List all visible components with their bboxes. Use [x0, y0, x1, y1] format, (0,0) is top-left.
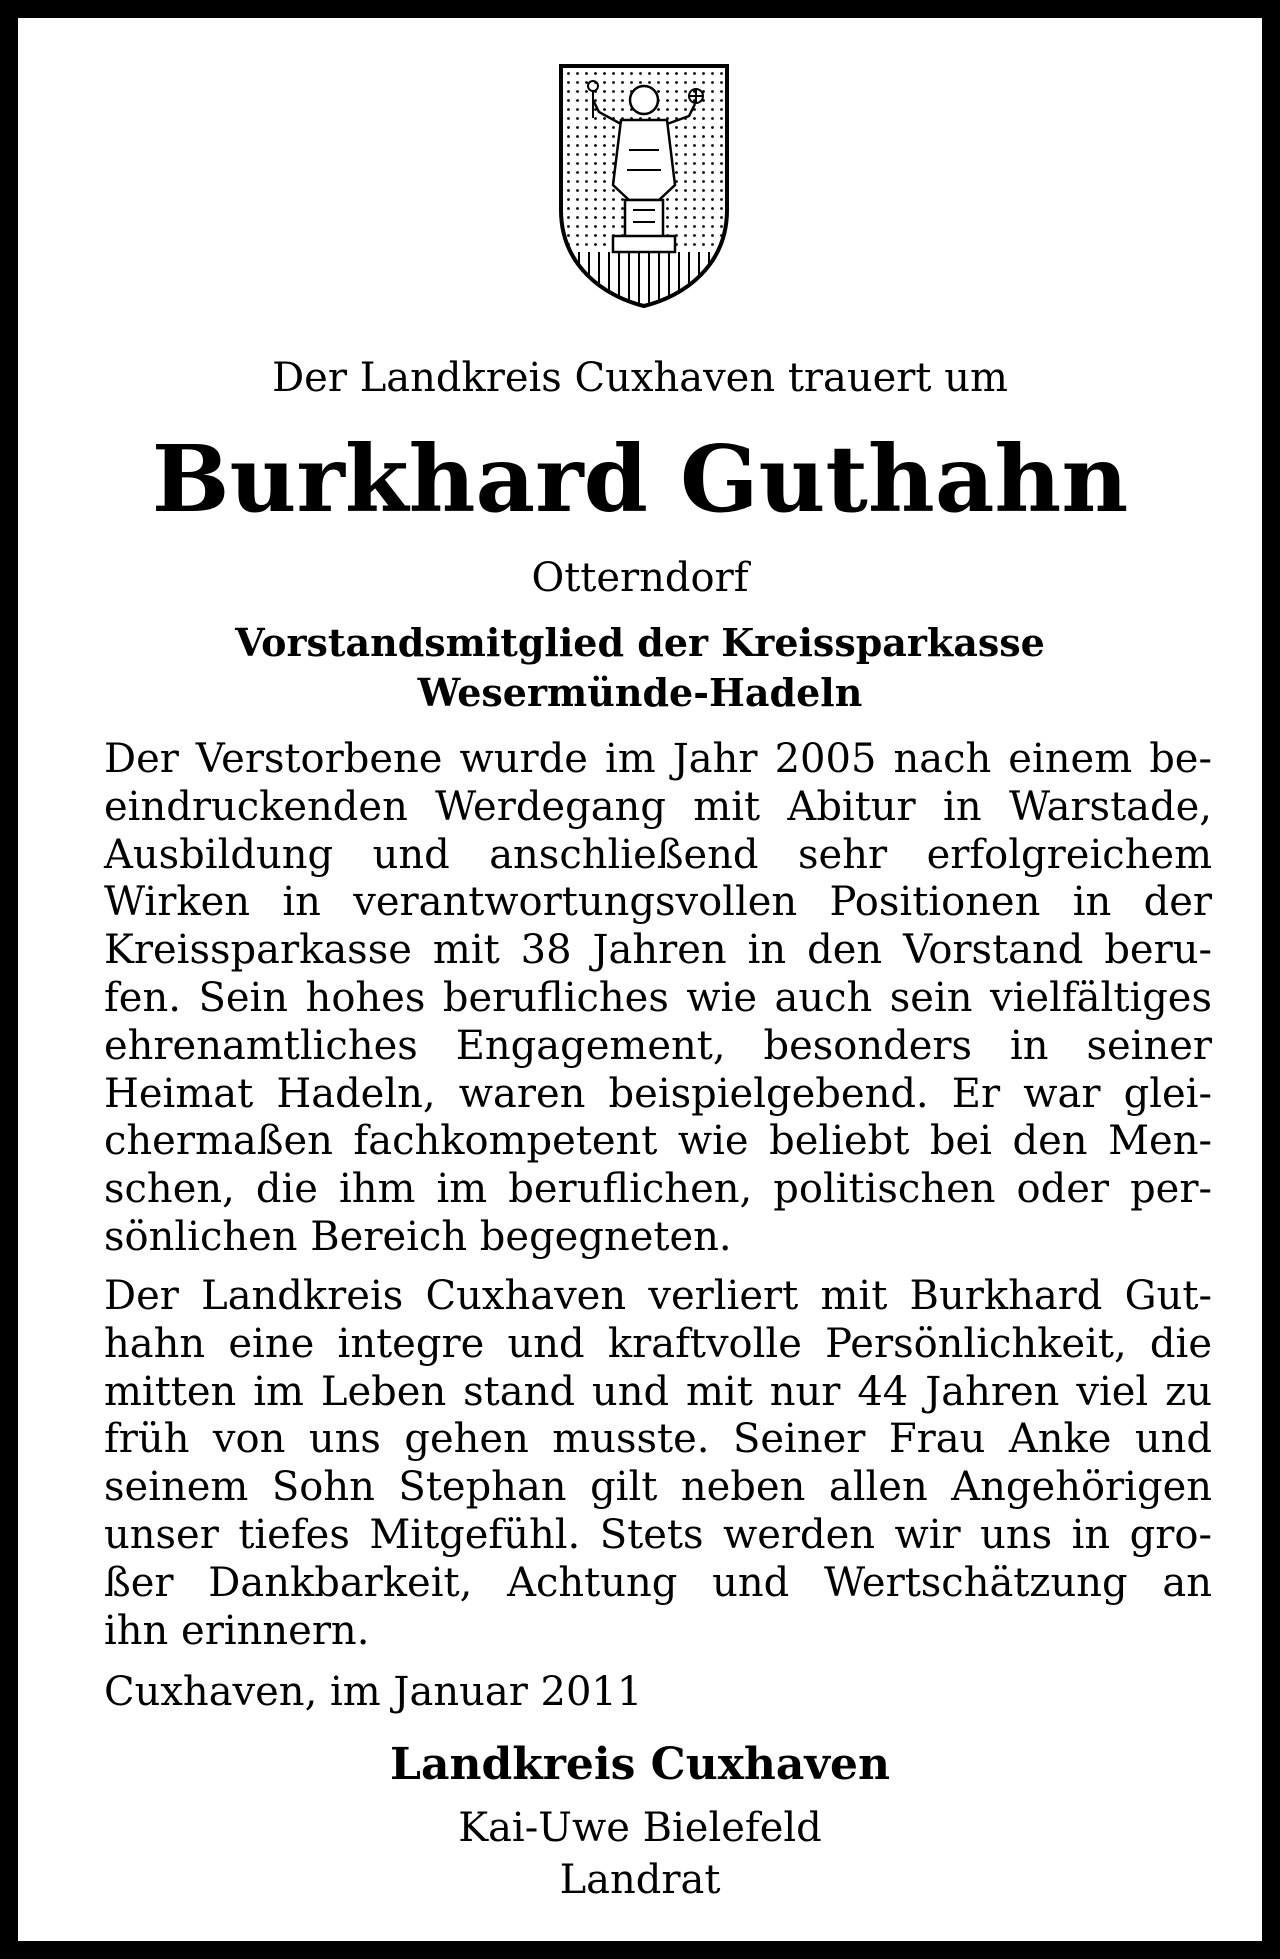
text-line: chermaßen fachkompetent wie beliebt bei den Men- [104, 1118, 1212, 1165]
text-line: unser tiefes Mitgefühl. Stets werden wir uns in gro- [104, 1511, 1212, 1558]
intro-line: Der Landkreis Cuxhaven trauert um [272, 355, 1008, 401]
text-line: früh von uns gehen musste. Seiner Frau Anke und [104, 1416, 1212, 1463]
text-line: Kreissparkasse mit 38 Jahren in den Vorstand beru- [104, 927, 1212, 974]
position-title [18, 618, 1262, 718]
tribute-paragraph-1 [104, 736, 1212, 1262]
text-line: Wirken in verantwortungsvollen Positionen in der [104, 879, 1212, 926]
text-line: hahn eine integre und kraftvolle Persönlichkeit, die [104, 1320, 1212, 1367]
text-line: sönlichen Bereich begegneten. [104, 1213, 732, 1260]
text-line: ehrenamtliches Engagement, besonders in seiner [104, 1022, 1212, 1069]
text-line: schen, die ihm im beruflichen, politischen oder per- [104, 1166, 1212, 1213]
text-line: ßer Dankbarkeit, Achtung und Wertschätzung an [104, 1559, 1212, 1606]
text-line: eindruckenden Werdegang mit Abitur in Warstade, [104, 783, 1212, 830]
text-line: Der Verstorbene wurde im Jahr 2005 nach einem be- [104, 736, 1212, 782]
hometown: Otterndorf [531, 555, 749, 601]
text-line: mitten im Leben stand und mit nur 44 Jahren viel zu [104, 1368, 1212, 1415]
text-line: seinem Sohn Stephan gilt neben allen Angehörigen [104, 1464, 1212, 1511]
coat-of-arms-icon [555, 60, 733, 310]
dateline: Cuxhaven, im Januar 2011 [104, 1669, 643, 1715]
signature-organization: Landkreis Cuxhaven [390, 1739, 890, 1790]
tribute-paragraph-2 [104, 1273, 1212, 1655]
signature-name: Kai-Uwe Bielefeld [458, 1805, 822, 1851]
text-line: Der Landkreis Cuxhaven verliert mit Burkhard Gut- [104, 1273, 1212, 1319]
position-line: Wesermünde-Hadeln [417, 670, 863, 715]
position-line: Vorstandsmitglied der Kreissparkasse [235, 620, 1045, 665]
signature-title: Landrat [559, 1857, 721, 1903]
text-line: Ausbildung und anschließend sehr erfolgreichem [104, 831, 1212, 878]
deceased-name: Burkhard Guthahn [151, 425, 1129, 533]
text-line: fen. Sein hohes berufliches wie auch sein vielfältiges [104, 974, 1212, 1021]
text-line: Heimat Hadeln, waren beispielgebend. Er war glei- [104, 1070, 1212, 1117]
text-line: ihn erinnern. [104, 1607, 370, 1654]
